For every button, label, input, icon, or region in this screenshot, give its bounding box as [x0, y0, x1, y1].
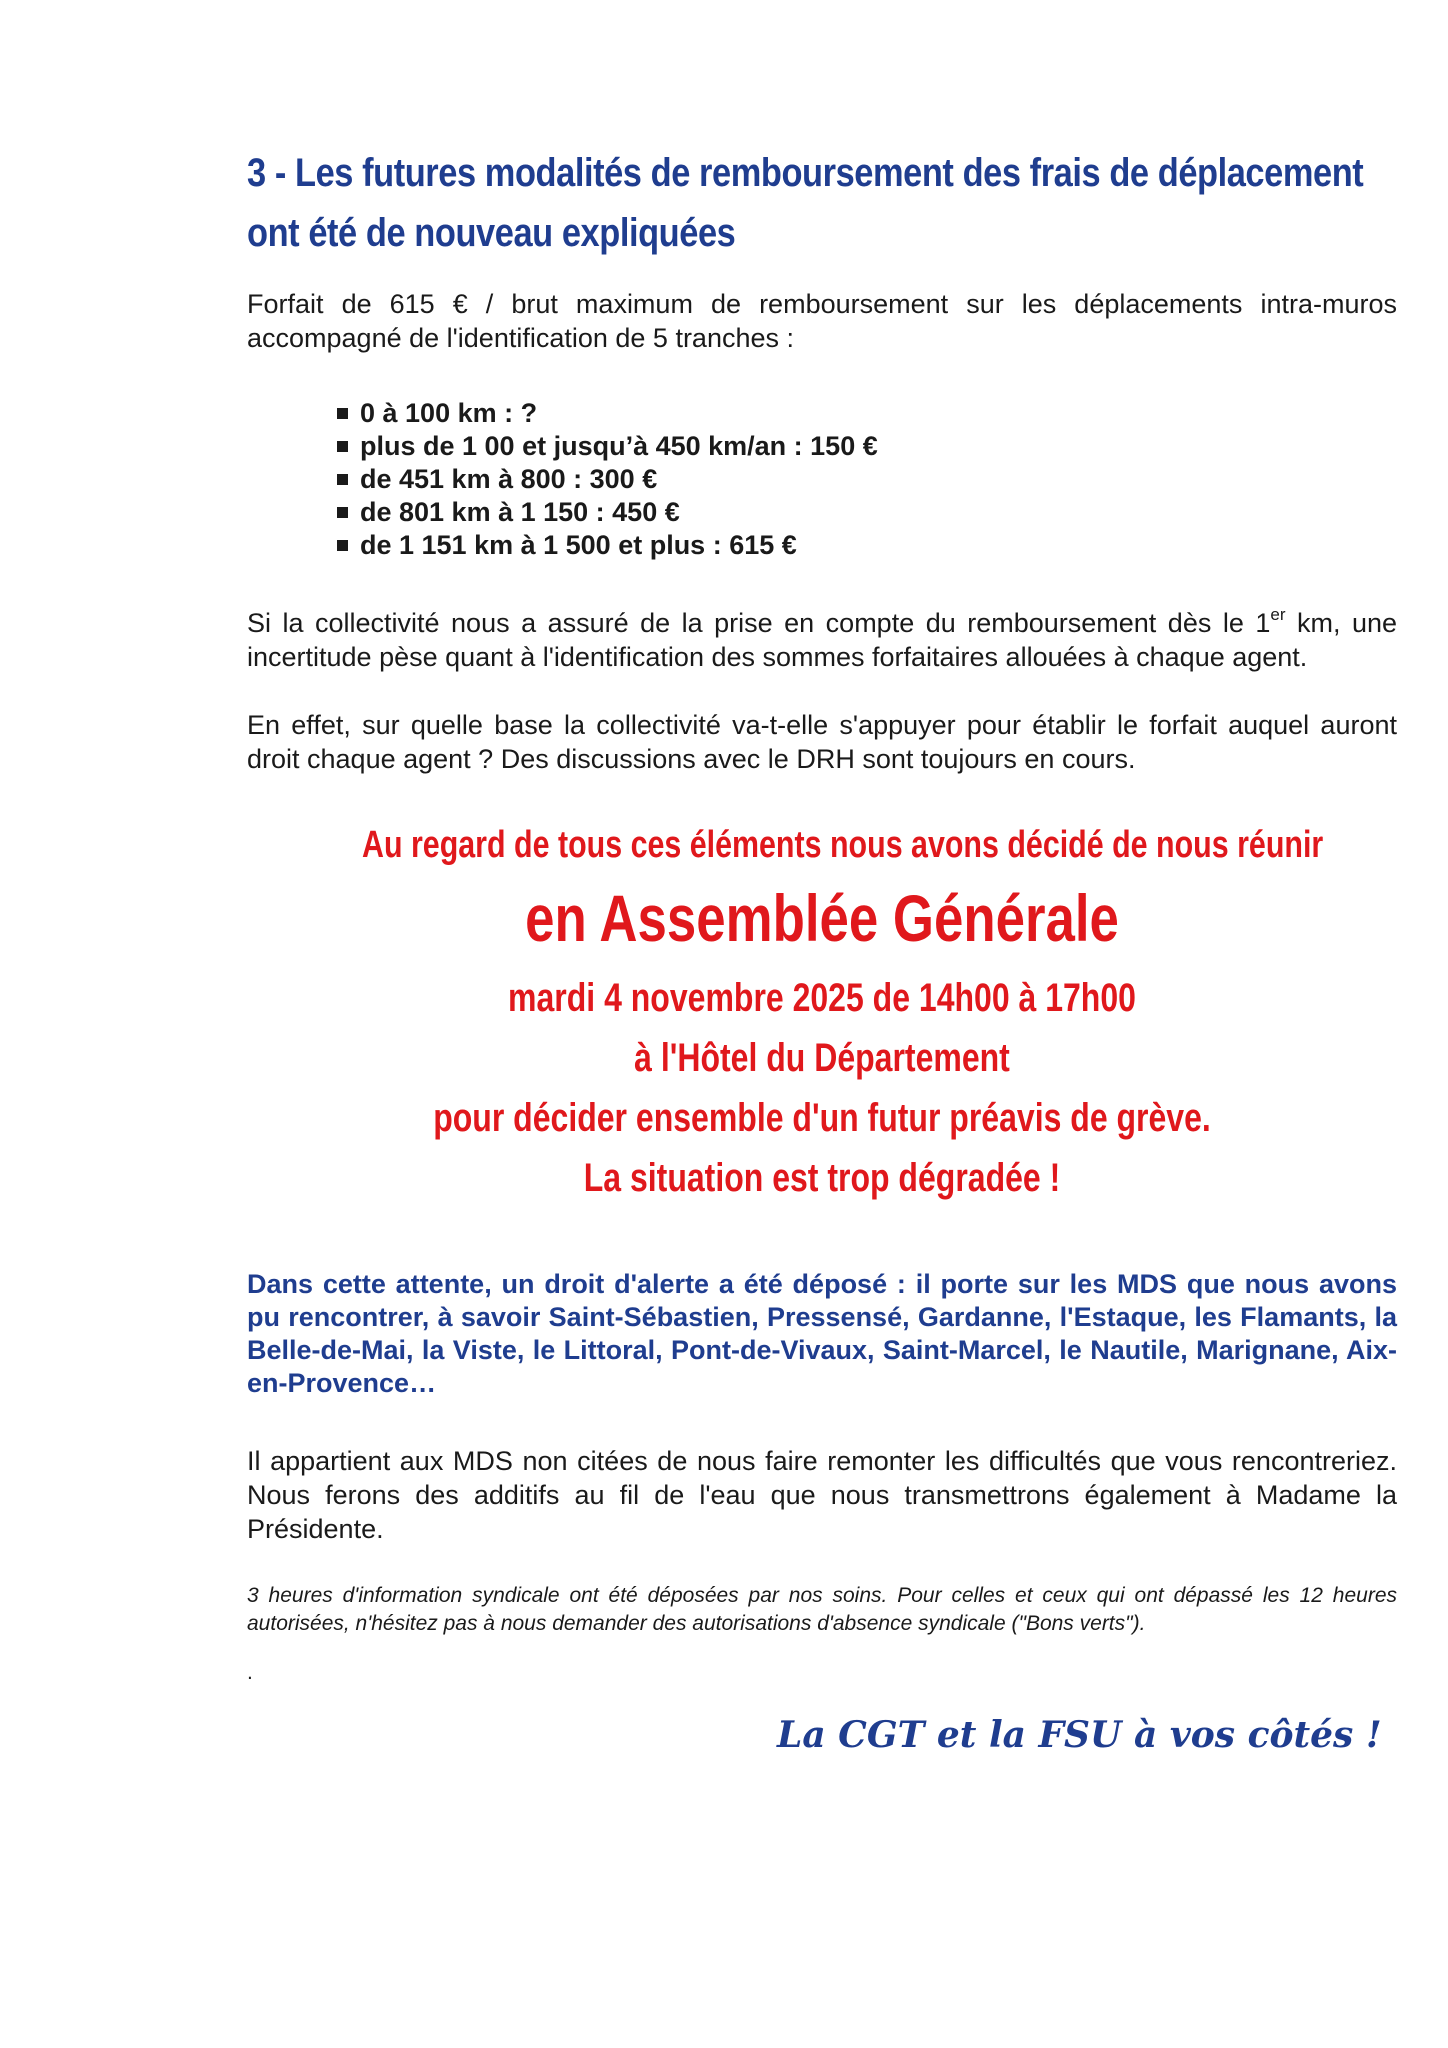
signature: La CGT et la FSU à vos côtés ! — [777, 1714, 1382, 1756]
section-heading — [247, 143, 1399, 263]
tranche-label: plus de 1 00 et jusqu’à 450 km/an : 150 € — [360, 431, 878, 461]
announcement-date: mardi 4 novembre 2025 de 14h00 à 17h00 — [508, 976, 1136, 1020]
union-hours-note: 3 heures d'information syndicale ont été déposées par nos soins. Pour celles et ceux qui ont dépassé les 12 heures autorisées, n'hésitez pas à nous demander des autorisations d'absence syndicale ("Bons verts"). — [247, 1584, 1397, 1635]
tranche-label: de 801 km à 1 150 : 450 € — [360, 497, 680, 527]
square-bullet-icon — [337, 507, 348, 518]
tranche-list — [337, 397, 1397, 562]
note-trailing-dot: . — [247, 1661, 253, 1684]
tranche-label: de 451 km à 800 : 300 € — [360, 464, 658, 494]
square-bullet-icon — [337, 474, 348, 485]
list-item — [337, 397, 1397, 430]
superscript-er: er — [1270, 605, 1286, 624]
announcement-intro: Au regard de tous ces éléments nous avons décidé de nous réunir — [362, 824, 1324, 866]
assembly-announcement — [247, 822, 1397, 1208]
alert-paragraph: Dans cette attente, un droit d'alerte a été déposé : il porte sur les MDS que nous avons pu rencontrer, à savoir Saint-Sébastien, Pressensé, Gardanne, l'Estaque, les Flamants, la Belle-de-Mai, la Viste, le Littoral, Pont-de-Vivaux, Saint-Marcel, le Nautile, Marignane, Aix-en-Provence… — [247, 1269, 1397, 1398]
list-item — [337, 496, 1397, 529]
announcement-purpose: pour décider ensemble d'un futur préavis de grève. — [433, 1096, 1211, 1140]
list-item — [337, 463, 1397, 496]
announcement-location: à l'Hôtel du Département — [634, 1036, 1010, 1080]
square-bullet-icon — [337, 540, 348, 551]
list-item — [337, 529, 1397, 562]
reimbursement-text-start: Si la collectivité nous a assuré de la prise en compte du remboursement dès le 1 — [247, 608, 1271, 638]
mds-paragraph: Il appartient aux MDS non citées de nous faire remonter les difficultés que vous rencontreriez. Nous ferons des additifs au fil de l'eau que nous transmettrons également à Madame la Présidente. — [247, 1446, 1397, 1544]
intro-paragraph: Forfait de 615 € / brut maximum de remboursement sur les déplacements intra-muros accompagné de l'identification de 5 tranches : — [247, 289, 1397, 353]
announcement-conclusion: La situation est trop dégradée ! — [583, 1156, 1061, 1200]
section-heading-line-1: 3 - Les futures modalités de remboursement des frais de déplacement — [247, 151, 1364, 195]
reimbursement-text-end: km, une incertitude pèse quant à l'identification des sommes forfaitaires allouées à chaque agent. — [247, 608, 1398, 672]
reimbursement-paragraph — [247, 606, 1397, 674]
square-bullet-icon — [337, 408, 348, 419]
announcement-title: en Assemblée Générale — [525, 881, 1119, 955]
section-heading-line-2: ont été de nouveau expliquées — [247, 211, 736, 255]
discussion-paragraph: En effet, sur quelle base la collectivité va-t-elle s'appuyer pour établir le forfait auquel auront droit chaque agent ? Des discussions avec le DRH sont toujours en cours. — [247, 710, 1397, 774]
square-bullet-icon — [337, 441, 348, 452]
tranche-label: de 1 151 km à 1 500 et plus : 615 € — [360, 530, 797, 560]
document-content — [247, 143, 1397, 1687]
list-item — [337, 430, 1397, 463]
tranche-label: 0 à 100 km : ? — [360, 398, 538, 428]
